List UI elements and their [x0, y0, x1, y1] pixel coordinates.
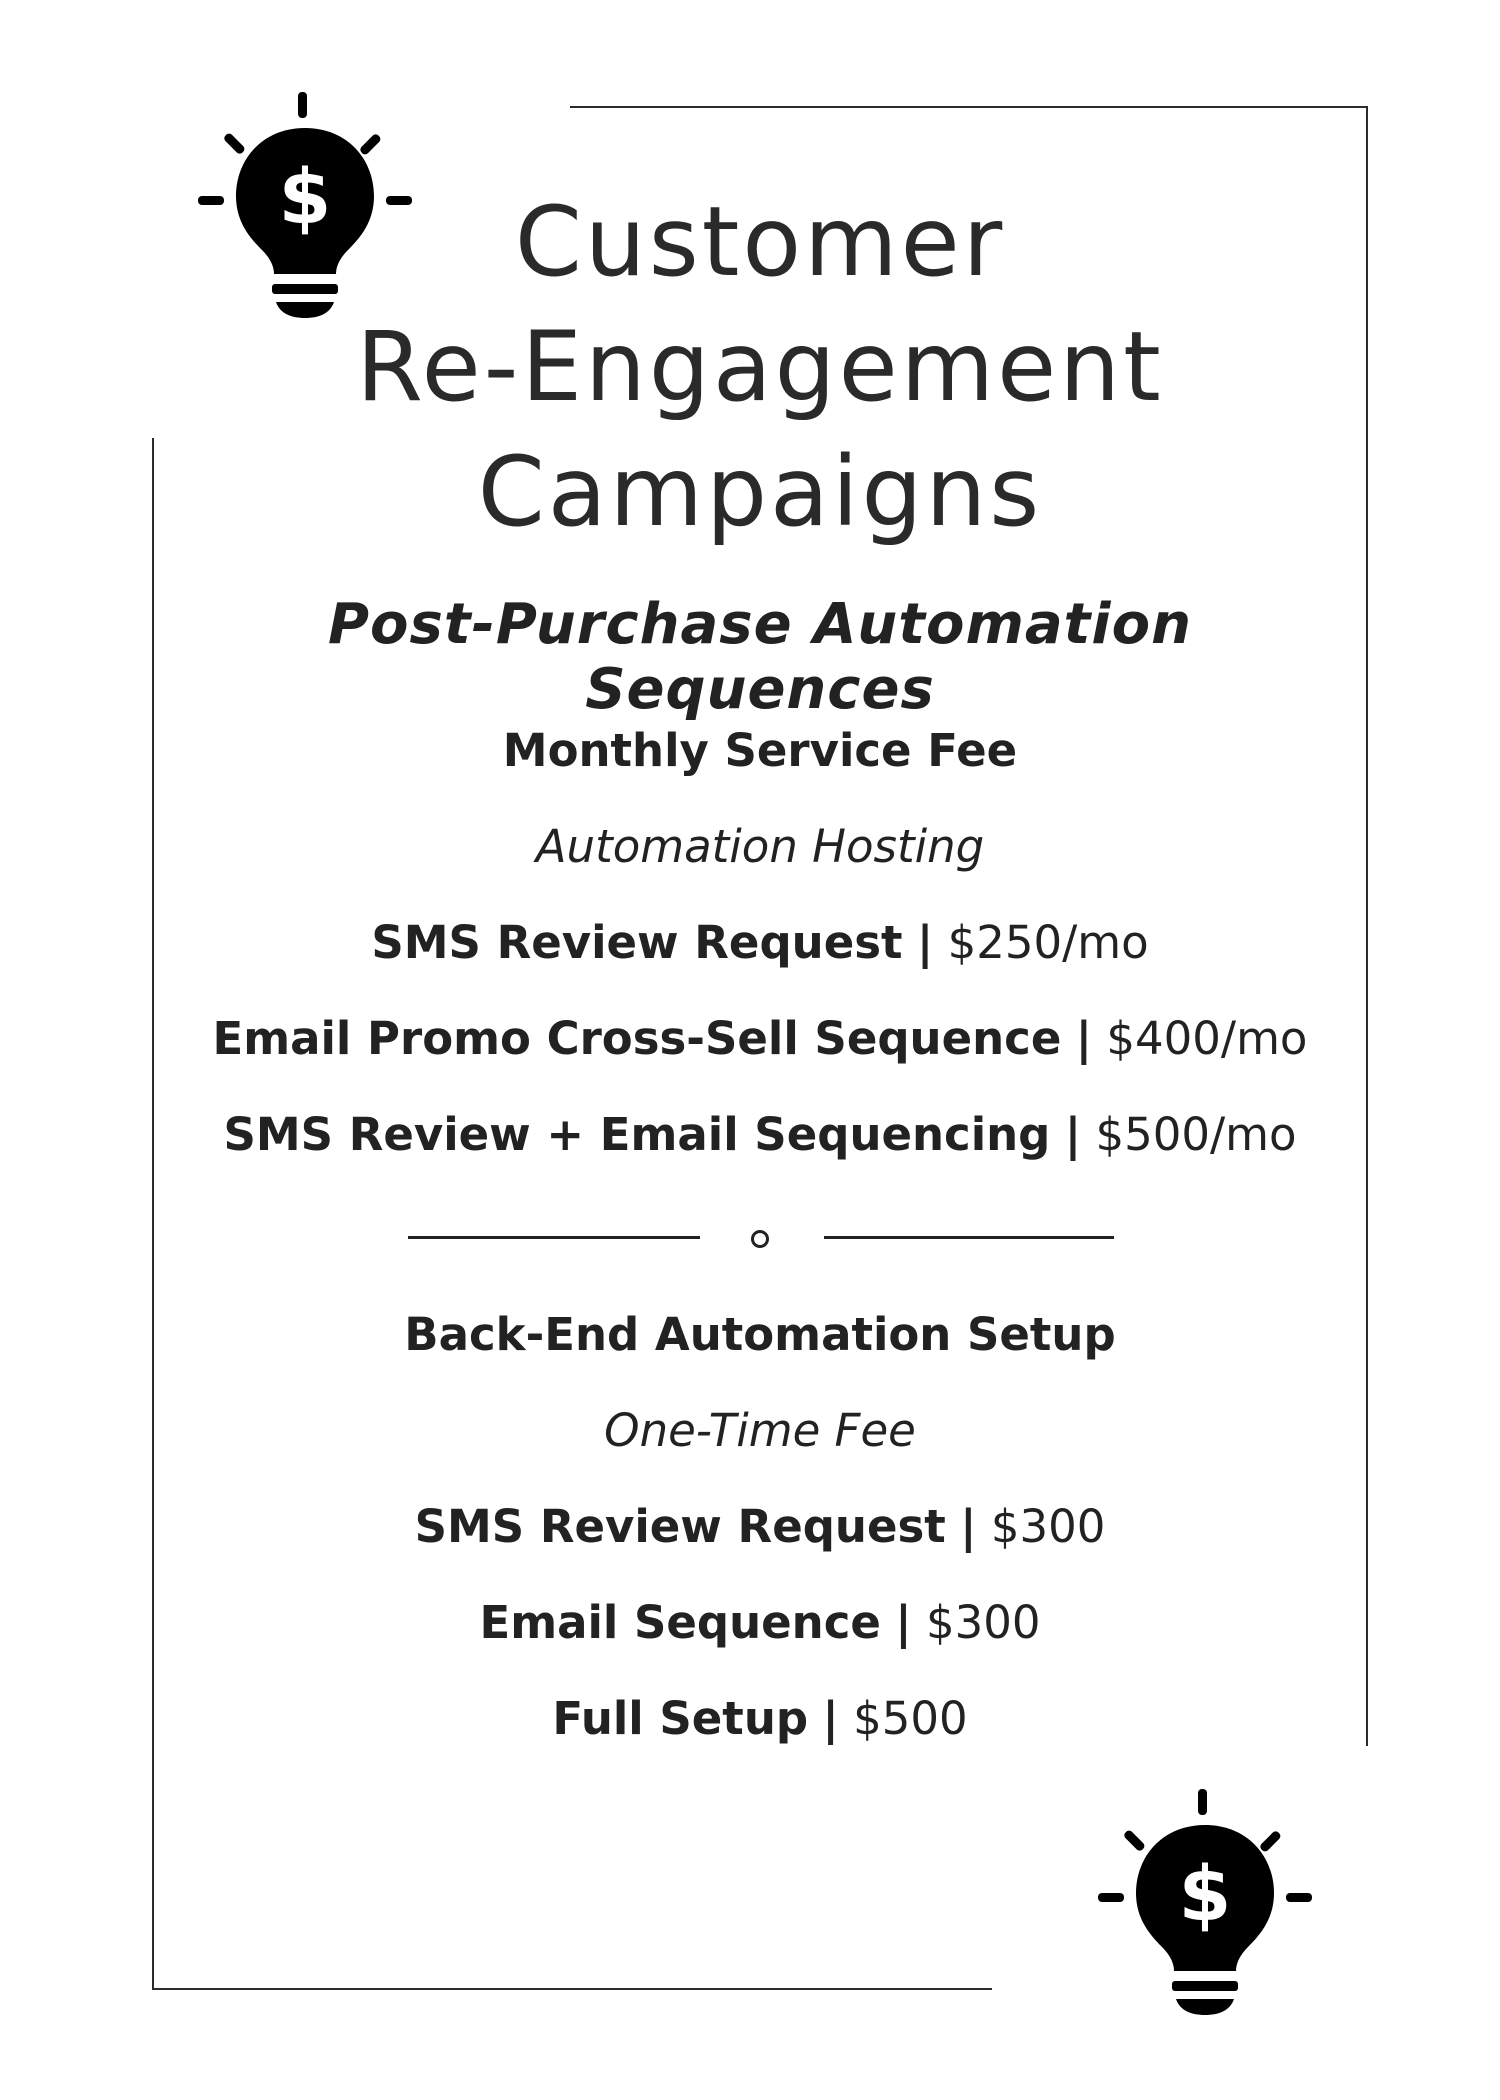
divider-line-left	[408, 1236, 700, 1239]
item-price: $300	[990, 1500, 1106, 1553]
item-price: $500/mo	[1095, 1108, 1297, 1161]
page-subtitle: Post-Purchase Automation Sequences	[328, 592, 1192, 722]
title-line-1: Customer	[514, 186, 1006, 298]
divider-dot	[751, 1230, 769, 1248]
item-name: SMS Review + Email Sequencing	[223, 1108, 1051, 1161]
item-name: Full Setup	[552, 1692, 809, 1745]
lightbulb-dollar-icon	[1090, 1785, 1320, 2015]
price-row	[170, 1004, 1350, 1100]
title-line-2: Re-Engagement	[356, 311, 1164, 423]
price-row	[170, 1492, 1350, 1588]
separator: |	[960, 1500, 977, 1553]
item-price: $400/mo	[1106, 1012, 1308, 1065]
svg-text:$: $	[278, 152, 332, 241]
svg-text:$: $	[1178, 1849, 1232, 1938]
item-name: SMS Review Request	[414, 1500, 946, 1553]
separator: |	[1064, 1108, 1082, 1161]
item-price: $250/mo	[947, 916, 1149, 969]
price-row	[170, 1684, 1350, 1780]
item-name: SMS Review Request	[371, 916, 903, 969]
divider-line-right	[824, 1236, 1114, 1239]
separator: |	[1075, 1012, 1093, 1065]
title-line-3: Campaigns	[477, 436, 1043, 548]
item-price: $300	[925, 1596, 1041, 1649]
separator: |	[822, 1692, 839, 1745]
frame-bottom-line	[152, 1988, 992, 1990]
section-subheading: One-Time Fee	[604, 1404, 916, 1457]
section-subheading: Automation Hosting	[535, 820, 985, 873]
setup-fee-section	[170, 1300, 1350, 1780]
page-title	[300, 180, 1220, 555]
price-row	[170, 1100, 1350, 1196]
price-row	[170, 908, 1350, 1004]
item-name: Email Sequence	[479, 1596, 881, 1649]
monthly-fee-section	[170, 716, 1350, 1196]
separator: |	[916, 916, 934, 969]
frame-top-line	[570, 106, 1368, 108]
section-heading: Monthly Service Fee	[502, 724, 1018, 777]
price-row	[170, 1588, 1350, 1684]
separator: |	[895, 1596, 912, 1649]
item-price: $500	[853, 1692, 968, 1745]
item-name: Email Promo Cross-Sell Sequence	[212, 1012, 1062, 1065]
section-heading: Back-End Automation Setup	[404, 1308, 1116, 1361]
section-divider	[400, 1222, 1120, 1252]
frame-right-line	[1366, 106, 1368, 1746]
